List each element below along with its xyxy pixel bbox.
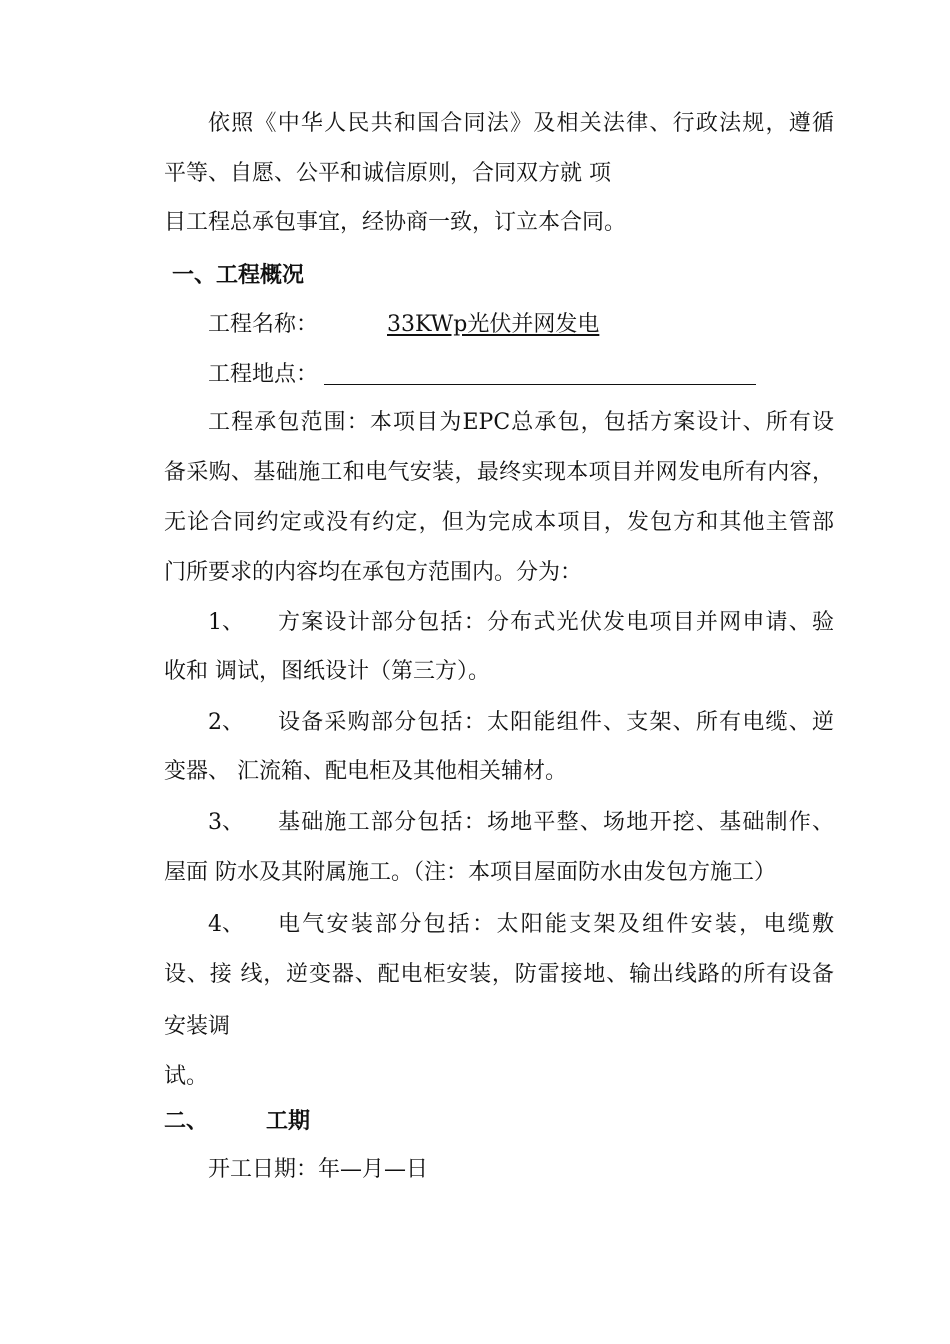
scope-item-3 bbox=[208, 808, 834, 838]
scope-line-3: 无论合同约定或没有约定，但为完成本项目，发包方和其他主管部 bbox=[164, 510, 834, 535]
scope-item-4 bbox=[208, 910, 834, 940]
scope-item-4-text: 电气安装部分包括：太阳能支架及组件安装，电缆敷 bbox=[278, 912, 834, 937]
scope-item-4-cont-3: 试。 bbox=[164, 1064, 209, 1089]
scope-item-2-cont: 变器、 汇流箱、配电柜及其他相关辅材。 bbox=[164, 759, 567, 784]
project-location-blank bbox=[324, 360, 756, 385]
intro-line-3: 目工程总承包事宜，经协商一致，订立本合同。 bbox=[164, 210, 627, 235]
scope-item-4-cont-1: 设、接 线，逆变器、配电柜安装，防雷接地、输出线路的所有设备 bbox=[164, 962, 834, 987]
project-location-label: 工程地点： bbox=[208, 362, 319, 387]
section-2-heading bbox=[164, 1106, 310, 1136]
project-name-label: 工程名称： bbox=[208, 312, 319, 337]
start-date: 开工日期：年—月—日 bbox=[208, 1157, 429, 1182]
section-2-title: 工期 bbox=[266, 1108, 311, 1134]
intro-line-2: 平等、自愿、公平和诚信原则，合同双方就 项 bbox=[164, 161, 611, 186]
project-location-row bbox=[208, 360, 756, 390]
scope-item-4-cont-2: 安装调 bbox=[164, 1014, 231, 1039]
scope-item-4-number: 4、 bbox=[208, 912, 244, 937]
scope-line-4: 门所要求的内容均在承包方范围内。分为： bbox=[164, 560, 583, 585]
scope-item-3-text: 基础施工部分包括：场地平整、场地开挖、基础制作、 bbox=[278, 810, 834, 835]
scope-item-2 bbox=[208, 708, 834, 738]
scope-item-1-cont: 收和 调试，图纸设计（第三方）。 bbox=[164, 659, 490, 684]
scope-item-1-number: 1、 bbox=[208, 610, 244, 635]
scope-item-3-cont: 屋面 防水及其附属施工。（注：本项目屋面防水由发包方施工） bbox=[164, 860, 776, 885]
project-name-value: 33KWp光伏并网发电 bbox=[387, 312, 600, 337]
scope-line-1: 工程承包范围：本项目为EPC总承包，包括方案设计、所有设 bbox=[208, 410, 834, 435]
section-2-number: 二、 bbox=[164, 1108, 209, 1134]
scope-item-1 bbox=[208, 608, 834, 638]
scope-item-2-number: 2、 bbox=[208, 710, 244, 735]
section-1-heading: 一、工程概况 bbox=[172, 262, 305, 288]
intro-line-1: 依照《中华人民共和国合同法》及相关法律、行政法规，遵循 bbox=[208, 111, 834, 136]
scope-item-2-text: 设备采购部分包括：太阳能组件、支架、所有电缆、逆 bbox=[278, 710, 834, 735]
scope-line-2: 备采购、基础施工和电气安装，最终实现本项目并网发电所有内容， bbox=[164, 460, 834, 485]
scope-item-1-text: 方案设计部分包括：分布式光伏发电项目并网申请、验 bbox=[278, 610, 834, 635]
scope-item-3-number: 3、 bbox=[208, 810, 244, 835]
